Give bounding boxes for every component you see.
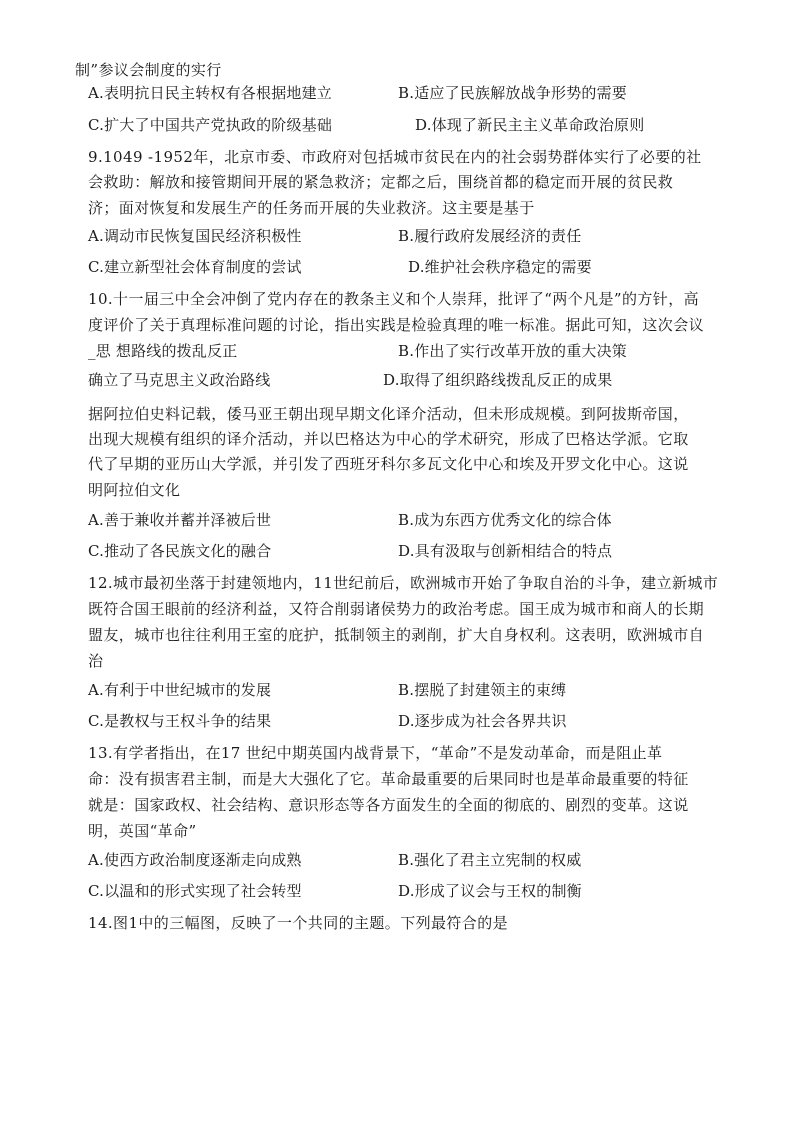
q11-option-c: C.推动了各民族文化的融合	[88, 542, 272, 560]
q9-option-c: C.建立新型社会体育制度的尝试	[88, 258, 302, 276]
q8-option-c: C.扩大了中国共产党执政的阶级基础	[88, 116, 333, 134]
q13-stem-line-4: 明，英国“革命”	[88, 822, 197, 840]
q13-option-c: C.以温和的形式实现了社会转型	[88, 882, 302, 900]
q8-option-a: A.表明抗日民主转权有各根据地建立	[88, 84, 333, 102]
q9-option-b: B.履行政府发展经济的责任	[398, 227, 582, 245]
q12-stem-line-3: 盟友，城市也往往利用王室的庇护，抵制领主的剥削，扩大自身权利。这表明，欧洲城市自	[88, 626, 705, 644]
q14-stem-line-1: 14.图1中的三幅图，反映了一个共同的主题。下列最符合的是	[88, 914, 509, 932]
q9-stem-line-2: 会救助：解放和接管期间开展的紧急救济；定都之后，围绕首都的稳定而开展的贫民救	[88, 173, 674, 191]
q8-stem-continuation: 制”参议会制度的实行	[75, 61, 222, 79]
q9-option-a: A.调动市民恢复国民经济积极性	[88, 227, 302, 245]
q11-stem-line-3: 代了早期的亚历山大学派，并引发了西班牙科尔多瓦文化中心和埃及开罗文化中心。这说	[88, 455, 689, 473]
q8-option-b: B.适应了民族解放战争形势的需要	[398, 84, 627, 102]
q13-option-d: D.形成了议会与王权的制衡	[398, 882, 582, 900]
q9-stem-line-1: 9.1049 -1952年，北京市委、市政府对包括城市贫民在内的社会弱势群体实行了必要的社	[88, 148, 702, 166]
q10-stem-line-2: 度评价了关于真理标准问题的讨论，指出实践是检验真理的唯一标准。据此可知，这次会议	[88, 316, 705, 334]
q13-stem-line-1: 13.有学者指出，在17 世纪中期英国内战背景下，“革命”不是发动革命，而是阻止革	[88, 744, 663, 762]
q10-option-c: 确立了马克思主义政治路线	[88, 371, 271, 389]
q9-option-d: D.维护社会秩序稳定的需要	[408, 258, 592, 276]
q10-option-a: _思 想路线的拨乱反正	[88, 342, 238, 360]
q10-stem-line-1: 10.十一届三中全会冲倒了党内存在的教条主义和个人崇拜，批评了“两个凡是”的方针，高	[88, 290, 699, 308]
q9-stem-line-3: 济；面对恢复和发展生产的任务而开展的失业救济。这主要是基于	[88, 199, 535, 217]
q10-option-d: D.取得了组织路线拨乱反正的成果	[383, 371, 613, 389]
q12-stem-line-1: 12.城市最初坐落于封建领地内，11世纪前后，欧洲城市开始了争取自治的斗争，建立新城市	[88, 574, 719, 592]
q12-option-d: D.逐步成为社会各界共识	[398, 712, 567, 730]
q12-stem-line-4: 治	[88, 652, 104, 670]
q12-option-b: B.摆脱了封建领主的束缚	[398, 681, 567, 699]
q11-stem-line-2: 出现大规模有组织的译介活动，并以巴格达为中心的学术研究，形成了巴格达学派。它取	[88, 430, 689, 448]
q12-option-c: C.是教权与王权斗争的结果	[88, 712, 272, 730]
q11-stem-line-1: 据阿拉伯史料记载，倭马亚王朝出现早期文化译介活动，但未形成规模。到阿拔斯帝国，	[88, 405, 689, 423]
q12-stem-line-2: 既符合国王眼前的经济利益，又符合削弱诸侯势力的政治考虑。国王成为城市和商人的长期	[88, 600, 705, 618]
q11-option-a: A.善于兼收并蓄并泽被后世	[88, 511, 272, 529]
q8-option-d: D.体现了新民主主义革命政治原则	[415, 116, 645, 134]
q13-stem-line-3: 就是：国家政权、社会结构、意识形态等各方面发生的全面的彻底的、剧烈的变革。这说	[88, 796, 689, 814]
q13-option-b: B.强化了君主立宪制的权威	[398, 851, 582, 869]
q13-stem-line-2: 命：没有损害君主制，而是大大强化了它。革命最重要的后果同时也是革命最重要的特征	[88, 770, 689, 788]
q11-stem-line-4: 明阿拉伯文化	[88, 481, 181, 499]
q11-option-d: D.具有汲取与创新相结合的特点	[398, 542, 613, 560]
q13-option-a: A.使西方政治制度逐渐走向成熟	[88, 851, 302, 869]
q11-option-b: B.成为东西方优秀文化的综合体	[398, 511, 612, 529]
q10-option-b: B.作出了实行改革开放的重大决策	[398, 342, 627, 360]
q12-option-a: A.有利于中世纪城市的发展	[88, 681, 272, 699]
